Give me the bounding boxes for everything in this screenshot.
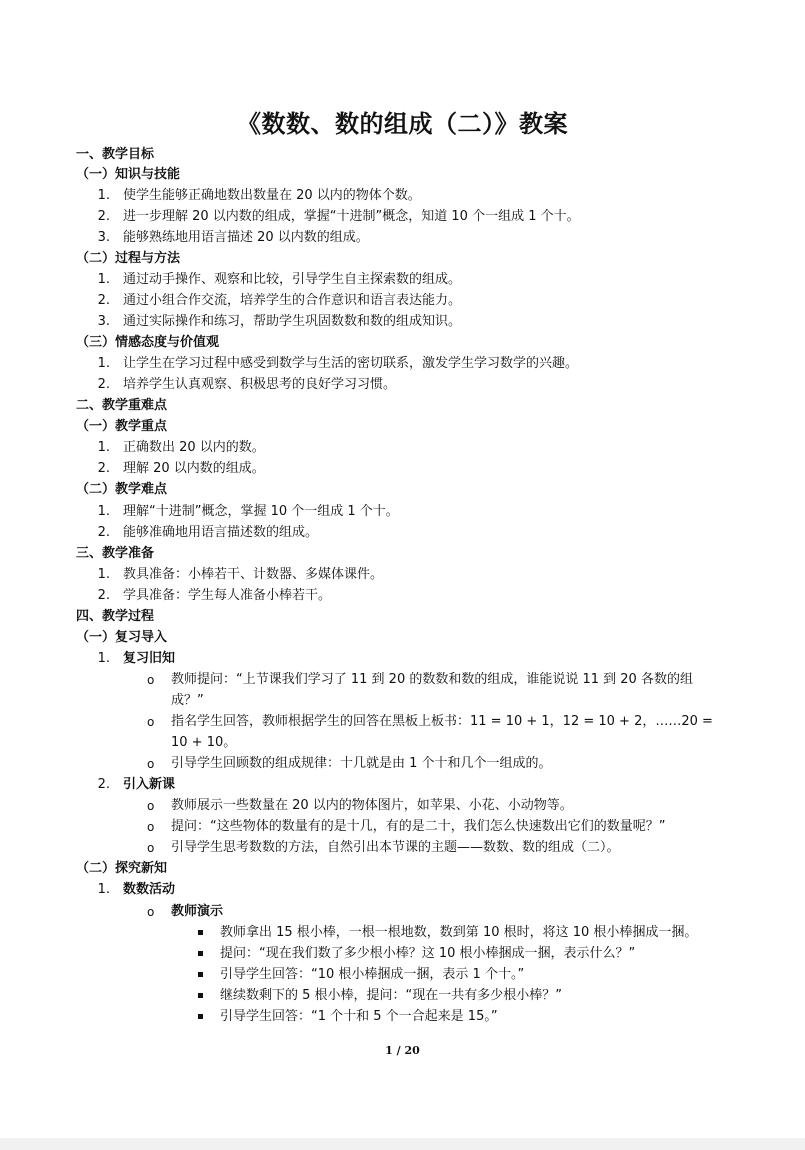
bullet-text: 教师拿出 15 根小棒，一根一根地数，数到第 10 根时，将这 10 根小棒捆成一捆。	[220, 925, 698, 940]
list-item: 通过小组合作交流，培养学生的合作意识和语言表达能力。	[123, 293, 462, 308]
section-heading-4: 四、教学过程	[76, 609, 155, 624]
section-heading-3: 三、教学准备	[76, 546, 155, 561]
square-bullet-icon	[198, 993, 203, 998]
list-number: 2.	[97, 777, 110, 792]
subsection-heading-knowledge: （一）知识与技能	[76, 167, 181, 182]
bullet-text: 提问：“现在我们数了多少根小棒？这 10 根小棒捆成一捆，表示什么？”	[220, 946, 636, 961]
bullet-text: 教师提问：“上节课我们学习了 11 到 20 的数数和数的组成，谁能说说 11 到 20 各数的组	[171, 672, 693, 687]
list-item: 正确数出 20 以内的数。	[123, 440, 265, 455]
bullet-text: 提问：“这些物体的数量有的是十几，有的是二十，我们怎么快速数出它们的数量呢？”	[171, 819, 666, 834]
list-number: 1.	[97, 440, 110, 455]
circle-bullet-icon: o	[147, 905, 155, 919]
list-item: 通过实际操作和练习，帮助学生巩固数数和数的组成知识。	[123, 314, 462, 329]
list-number: 1.	[97, 882, 110, 897]
list-number: 1.	[97, 651, 110, 666]
step-heading-intro-new: 引入新课	[123, 777, 176, 792]
list-number: 1.	[97, 504, 110, 519]
circle-bullet-icon: o	[147, 841, 155, 855]
subsection-heading-explore: （二）探究新知	[76, 861, 168, 876]
list-item: 理解“十进制”概念，掌握 10 个一组成 1 个十。	[123, 504, 399, 519]
square-bullet-icon	[198, 930, 203, 935]
list-item: 学具准备：学生每人准备小棒若干。	[123, 588, 332, 603]
subsection-heading-method: （二）过程与方法	[76, 251, 181, 266]
subsection-heading-attitude: （三）情感态度与价值观	[76, 335, 220, 350]
list-item: 使学生能够正确地数出数量在 20 以内的物体个数。	[123, 188, 421, 203]
list-number: 2.	[97, 293, 110, 308]
list-number: 2.	[97, 461, 110, 476]
list-number: 3.	[97, 230, 110, 245]
list-number: 1.	[97, 567, 110, 582]
page-title: 《数数、数的组成（二）》教案	[237, 110, 568, 138]
step-heading-counting: 数数活动	[123, 882, 176, 897]
circle-bullet-icon: o	[147, 799, 155, 813]
list-number: 2.	[97, 588, 110, 603]
list-item: 能够熟练地用语言描述 20 以内数的组成。	[123, 230, 369, 245]
circle-bullet-icon: o	[147, 757, 155, 771]
square-bullet-icon	[198, 951, 203, 956]
bullet-text: 指名学生回答，教师根据学生的回答在黑板上板书：11 = 10 + 1，12 = 10 + 2，……20 =	[171, 714, 713, 729]
section-heading-1: 一、教学目标	[76, 147, 155, 162]
list-number: 1.	[97, 272, 110, 287]
list-item: 进一步理解 20 以内数的组成，掌握“十进制”概念，知道 10 个一组成 1 个十。	[123, 209, 580, 224]
list-item: 通过动手操作、观察和比较，引导学生自主探索数的组成。	[123, 272, 462, 287]
list-item: 理解 20 以内数的组成。	[123, 461, 265, 476]
bullet-text: 教师展示一些数量在 20 以内的物体图片，如苹果、小花、小动物等。	[171, 798, 573, 813]
circle-bullet-icon: o	[147, 715, 155, 729]
subsection-heading-key-points: （一）教学重点	[76, 419, 168, 434]
subsection-heading-review: （一）复习导入	[76, 630, 168, 645]
sub-heading-teacher-demo: 教师演示	[171, 904, 224, 919]
bullet-text: 引导学生回答：“1 个十和 5 个一合起来是 15。”	[220, 1009, 498, 1024]
list-item: 培养学生认真观察、积极思考的良好学习习惯。	[123, 377, 397, 392]
square-bullet-icon	[198, 1014, 203, 1019]
list-number: 1.	[97, 356, 110, 371]
bullet-text-cont: 成？”	[171, 693, 204, 708]
bullet-text-cont: 10 + 10。	[171, 735, 237, 750]
circle-bullet-icon: o	[147, 673, 155, 687]
subsection-heading-difficulties: （二）教学难点	[76, 482, 168, 497]
list-number: 2.	[97, 209, 110, 224]
list-number: 2.	[97, 377, 110, 392]
bullet-text: 引导学生回答：“10 根小棒捆成一捆，表示 1 个十。”	[220, 967, 525, 982]
list-number: 3.	[97, 314, 110, 329]
bullet-text: 引导学生回顾数的组成规律：十几就是由 1 个十和几个一组成的。	[171, 756, 552, 771]
section-heading-2: 二、教学重难点	[76, 398, 168, 413]
list-number: 2.	[97, 525, 110, 540]
page-number: 1 / 20	[385, 1044, 420, 1057]
list-item: 让学生在学习过程中感受到数学与生活的密切联系，激发学生学习数学的兴趣。	[123, 356, 579, 371]
list-item: 教具准备：小棒若干、计数器、多媒体课件。	[123, 567, 384, 582]
list-number: 1.	[97, 188, 110, 203]
bullet-text: 引导学生思考数数的方法，自然引出本节课的主题——数数、数的组成（二）。	[171, 840, 620, 855]
square-bullet-icon	[198, 972, 203, 977]
bullet-text: 继续数剩下的 5 根小棒，提问：“现在一共有多少根小棒？”	[220, 988, 563, 1003]
circle-bullet-icon: o	[147, 820, 155, 834]
step-heading-review-old: 复习旧知	[123, 651, 176, 666]
list-item: 能够准确地用语言描述数的组成。	[123, 525, 319, 540]
